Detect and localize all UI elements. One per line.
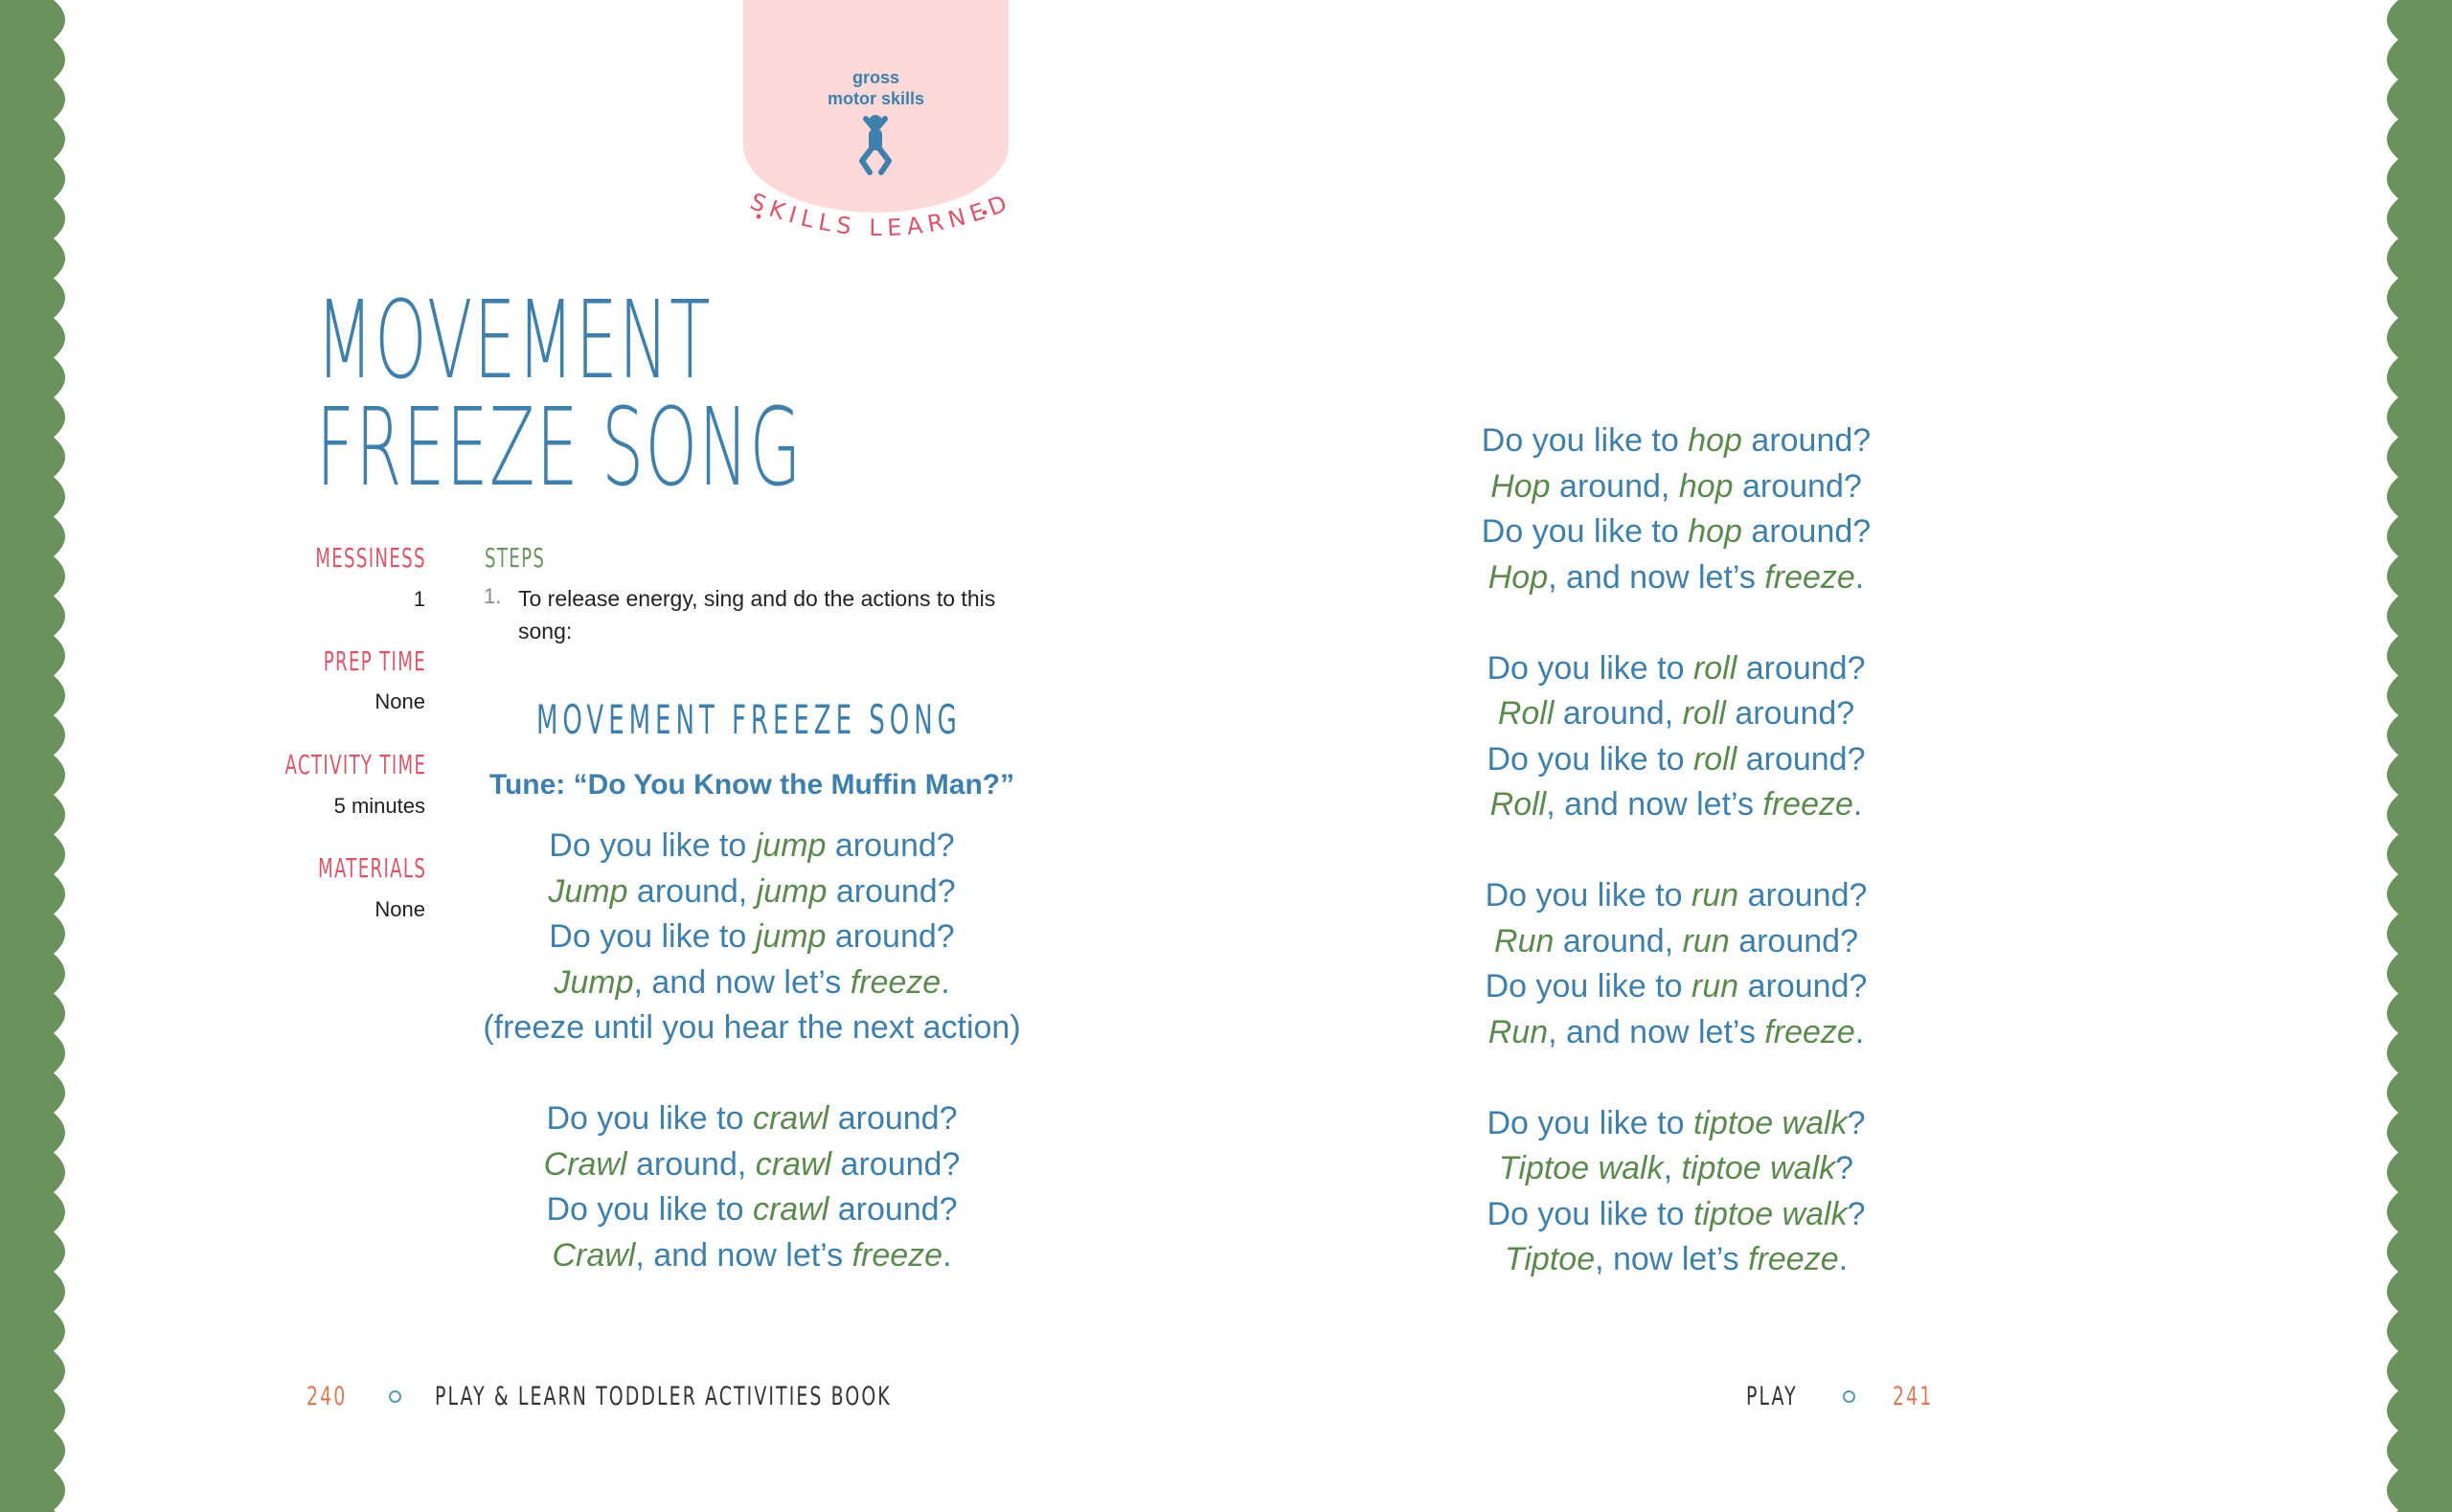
lyric-line: Do you like to run around? bbox=[1485, 968, 1868, 1004]
lyric-line: Do you like to tiptoe walk? bbox=[1487, 1104, 1866, 1141]
lyric-line: Tiptoe walk, tiptoe walk? bbox=[1498, 1150, 1854, 1186]
stanza-break bbox=[1389, 600, 1964, 646]
stanza-break bbox=[465, 1051, 1039, 1097]
child-jumping-icon bbox=[852, 113, 898, 176]
materials-label: MATERIALS bbox=[317, 852, 426, 884]
materials-value: None bbox=[375, 897, 425, 921]
lyrics-left bbox=[465, 824, 1039, 1278]
lyrics-right bbox=[1389, 418, 1964, 1283]
lyric-line: Do you like to tiptoe walk? bbox=[1487, 1195, 1866, 1232]
lyric-line: Do you like to hop around? bbox=[1481, 513, 1872, 550]
lyric-line: (freeze until you hear the next action) bbox=[483, 1009, 1021, 1046]
skills-tab bbox=[743, 0, 1009, 213]
lyric-line: Do you like to hop around? bbox=[1481, 422, 1872, 459]
activity-time-value: 5 minutes bbox=[333, 794, 425, 818]
lyric-line: Crawl around, crawl around? bbox=[543, 1145, 961, 1183]
lyric-line: Hop, and now let’s freeze. bbox=[1487, 558, 1865, 596]
skills-learned-text: SKILLS LEARNED bbox=[746, 192, 1016, 242]
lyric-line: Do you like to crawl around? bbox=[546, 1100, 958, 1137]
lyric-line: Do you like to jump around? bbox=[549, 827, 955, 864]
svg-text:SKILLS LEARNED bbox=[746, 192, 1015, 241]
lyric-line: Run around, run around? bbox=[1494, 922, 1858, 959]
activity-time-label: ACTIVITY TIME bbox=[284, 749, 426, 780]
lyric-line: Crawl, and now let’s freeze. bbox=[552, 1236, 952, 1274]
steps-heading: STEPS bbox=[485, 542, 546, 574]
lyric-line: Hop around, hop around? bbox=[1490, 467, 1862, 505]
lyric-line: Jump around, jump around? bbox=[548, 872, 956, 910]
messiness-label: MESSINESS bbox=[315, 542, 426, 574]
step-text: To release energy, sing and do the actions to this song: bbox=[518, 586, 996, 643]
skills-learned-caption bbox=[738, 192, 1025, 268]
lyric-line: Tiptoe, now let’s freeze. bbox=[1504, 1241, 1849, 1277]
lyric-line: Do you like to jump around? bbox=[549, 918, 955, 955]
lyric-line: Do you like to roll around? bbox=[1487, 740, 1866, 778]
page-title-line-1: MOVEMENT bbox=[316, 279, 712, 403]
lyric-line: Do you like to crawl around? bbox=[546, 1191, 958, 1228]
step-number: 1. bbox=[484, 584, 502, 608]
lyric-line: Jump, and now let’s freeze. bbox=[554, 963, 950, 1001]
lyric-line: Run, and now let’s freeze. bbox=[1487, 1013, 1865, 1050]
page-title-line-2: FREEZE SONG bbox=[316, 386, 803, 510]
footer-dot-left bbox=[389, 1390, 401, 1403]
section-name-footer: PLAY bbox=[1746, 1382, 1798, 1411]
stanza-break bbox=[1389, 828, 1964, 874]
prep-time-value: None bbox=[375, 689, 425, 713]
book-title-footer: PLAY & LEARN TODDLER ACTIVITIES BOOK bbox=[435, 1382, 892, 1411]
lyric-line: Do you like to run around? bbox=[1485, 877, 1868, 914]
lyric-line: Do you like to roll around? bbox=[1487, 649, 1866, 687]
footer-dot-right bbox=[1843, 1390, 1855, 1403]
song-tune: Tune: “Do You Know the Muffin Man?” bbox=[488, 769, 1015, 801]
left-page-number: 240 bbox=[306, 1382, 348, 1411]
stanza-break bbox=[1389, 1055, 1964, 1101]
prep-time-label: PREP TIME bbox=[323, 645, 426, 677]
messiness-value: 1 bbox=[413, 587, 425, 611]
skill-name: gross motor skills bbox=[827, 68, 925, 108]
lyric-line: Roll around, roll around? bbox=[1497, 695, 1855, 732]
right-page-number: 241 bbox=[1893, 1382, 1934, 1411]
lyric-line: Roll, and now let’s freeze. bbox=[1489, 786, 1863, 823]
song-title: MOVEMENT FREEZE SONG bbox=[536, 696, 962, 743]
